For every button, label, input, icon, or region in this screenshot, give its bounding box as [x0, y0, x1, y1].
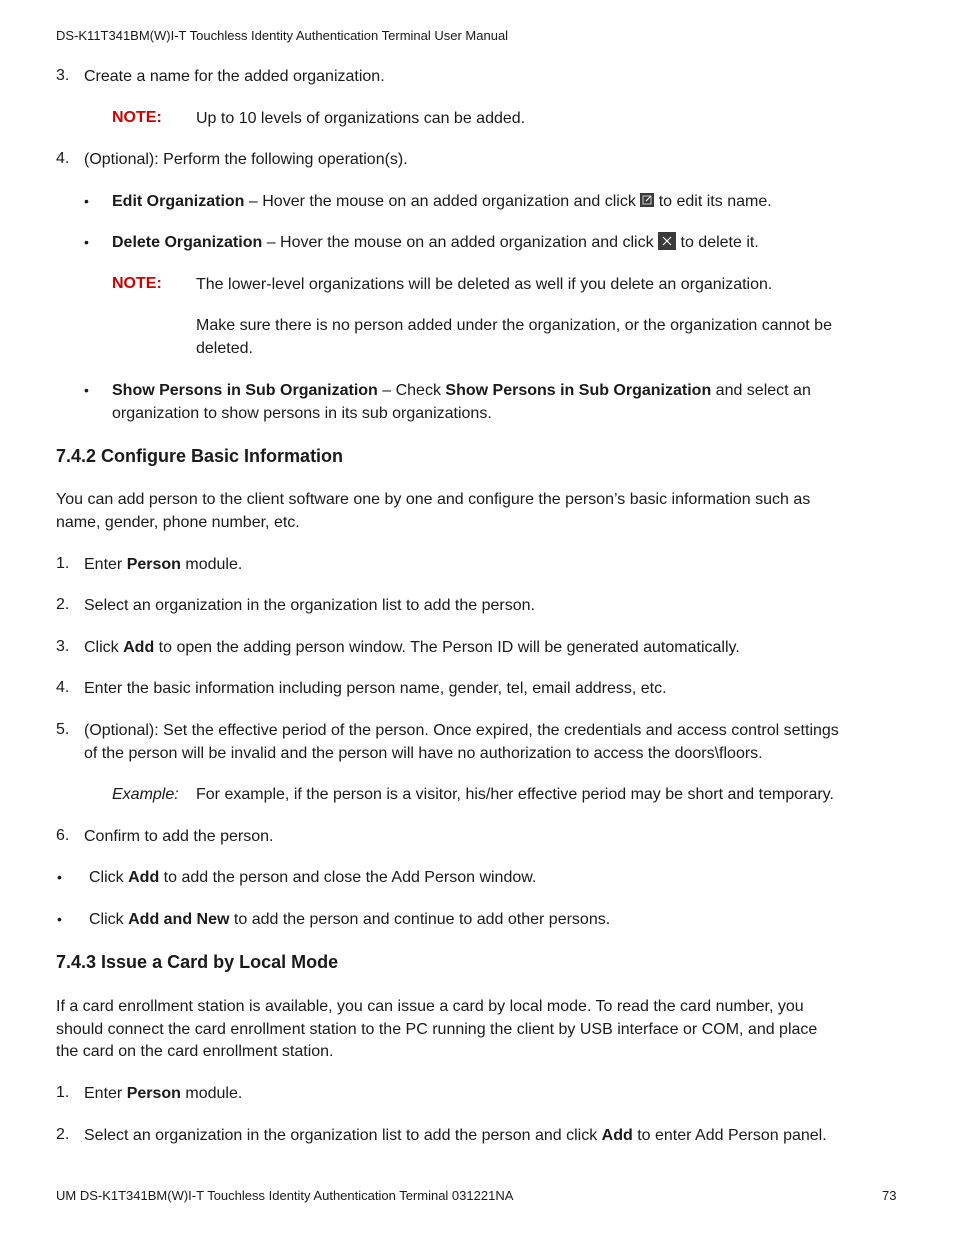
page-number: 73	[882, 1188, 897, 1203]
bullet-show-persons	[112, 379, 811, 402]
text: Click	[84, 639, 124, 656]
step-text: (Optional): Set the effective period of the person. Once expired, the credentials and access control settings	[84, 722, 839, 739]
text: to delete it.	[680, 234, 759, 251]
step-text: (Optional): Perform the following operation(s).	[84, 151, 408, 168]
term: Delete Organization	[112, 234, 263, 251]
note-label: NOTE:	[112, 109, 162, 126]
step-number: 2.	[56, 596, 70, 613]
text: to enter Add Person panel.	[632, 1127, 827, 1144]
step-text	[84, 553, 242, 576]
text: Click	[89, 869, 129, 886]
step-number: 3.	[56, 638, 70, 655]
bullet-marker: •	[57, 911, 62, 927]
term: Add	[128, 869, 160, 886]
text: and select an	[711, 382, 811, 399]
paragraph: name, gender, phone number, etc.	[56, 514, 300, 531]
bullet-text-cont: organization to show persons in its sub organizations.	[112, 405, 492, 422]
example-label	[112, 783, 179, 806]
step-text: Create a name for the added organization.	[84, 68, 385, 85]
paragraph: the card on the card enrollment station.	[56, 1043, 334, 1060]
step-number: 1.	[56, 1084, 70, 1101]
step-number: 3.	[56, 67, 70, 84]
term: Show Persons in Sub Organization	[445, 382, 712, 399]
term: Person	[126, 1085, 181, 1102]
bullet-add	[89, 866, 536, 889]
step-number: 4.	[56, 150, 70, 167]
term: Add	[123, 639, 155, 656]
step-text	[84, 1082, 242, 1105]
text: – Check	[377, 382, 446, 399]
text: Select an organization in the organization list to add the person and click	[84, 1127, 602, 1144]
note-text: Make sure there is no person added under the organization, or the organization cannot be	[196, 317, 832, 334]
note-text: Up to 10 levels of organizations can be added.	[196, 110, 526, 127]
term: Add	[601, 1127, 633, 1144]
term: Person	[126, 556, 181, 573]
section-heading: 7.4.2 Configure Basic Information	[56, 446, 344, 466]
step-text	[84, 1124, 827, 1147]
step-text	[84, 636, 740, 659]
note-text: deleted.	[196, 340, 253, 357]
edit-icon	[640, 193, 654, 207]
bullet-marker: •	[57, 869, 62, 885]
step-number: 5.	[56, 721, 70, 738]
text: Enter	[84, 1085, 127, 1102]
paragraph: If a card enrollment station is available, you can issue a card by local mode. To read the card number, you	[56, 998, 804, 1015]
note-label: NOTE:	[112, 275, 162, 292]
bullet-marker: •	[84, 234, 89, 250]
term: Show Persons in Sub Organization	[112, 382, 378, 399]
example-label-text: Example:	[112, 786, 179, 803]
paragraph: should connect the card enrollment station to the PC running the client by USB interface or COM, and place	[56, 1021, 818, 1038]
text: module.	[180, 556, 243, 573]
text: module.	[180, 1085, 243, 1102]
step-text: Enter the basic information including person name, gender, tel, email address, etc.	[84, 680, 667, 697]
step-number: 1.	[56, 555, 70, 572]
section-heading: 7.4.3 Issue a Card by Local Mode	[56, 952, 339, 972]
note-text: The lower-level organizations will be deleted as well if you delete an organization.	[196, 276, 773, 293]
text: to add the person and continue to add other persons.	[229, 911, 611, 928]
paragraph: You can add person to the client software one by one and configure the person’s basic information such as	[56, 491, 811, 508]
bullet-marker: •	[84, 193, 89, 209]
bullet-delete-organization	[112, 231, 759, 254]
bullet-add-and-new	[89, 908, 610, 931]
step-number: 2.	[56, 1126, 70, 1143]
term: Edit Organization	[112, 193, 245, 210]
running-footer: UM DS-K1T341BM(W)I-T Touchless Identity Authentication Terminal 031221NA	[56, 1188, 514, 1203]
step-number: 4.	[56, 679, 70, 696]
example-text: For example, if the person is a visitor, his/her effective period may be short and temporary.	[196, 786, 834, 803]
bullet-marker: •	[84, 382, 89, 398]
text: to edit its name.	[658, 193, 772, 210]
step-text: Select an organization in the organization list to add the person.	[84, 597, 535, 614]
term: Add and New	[128, 911, 230, 928]
text: – Hover the mouse on an added organization and click	[262, 234, 659, 251]
text: – Hover the mouse on an added organization and click	[244, 193, 641, 210]
step-text: of the person will be invalid and the person will have no authorization to access the doors\floors.	[84, 745, 763, 762]
running-header: DS-K11T341BM(W)I-T Touchless Identity Authentication Terminal User Manual	[56, 28, 509, 43]
delete-icon	[658, 232, 676, 250]
text: to add the person and close the Add Person window.	[159, 869, 537, 886]
step-text: Confirm to add the person.	[84, 828, 274, 845]
text: to open the adding person window. The Person ID will be generated automatically.	[154, 639, 740, 656]
text: Enter	[84, 556, 127, 573]
step-number: 6.	[56, 827, 70, 844]
text: Click	[89, 911, 129, 928]
bullet-edit-organization	[112, 190, 772, 213]
